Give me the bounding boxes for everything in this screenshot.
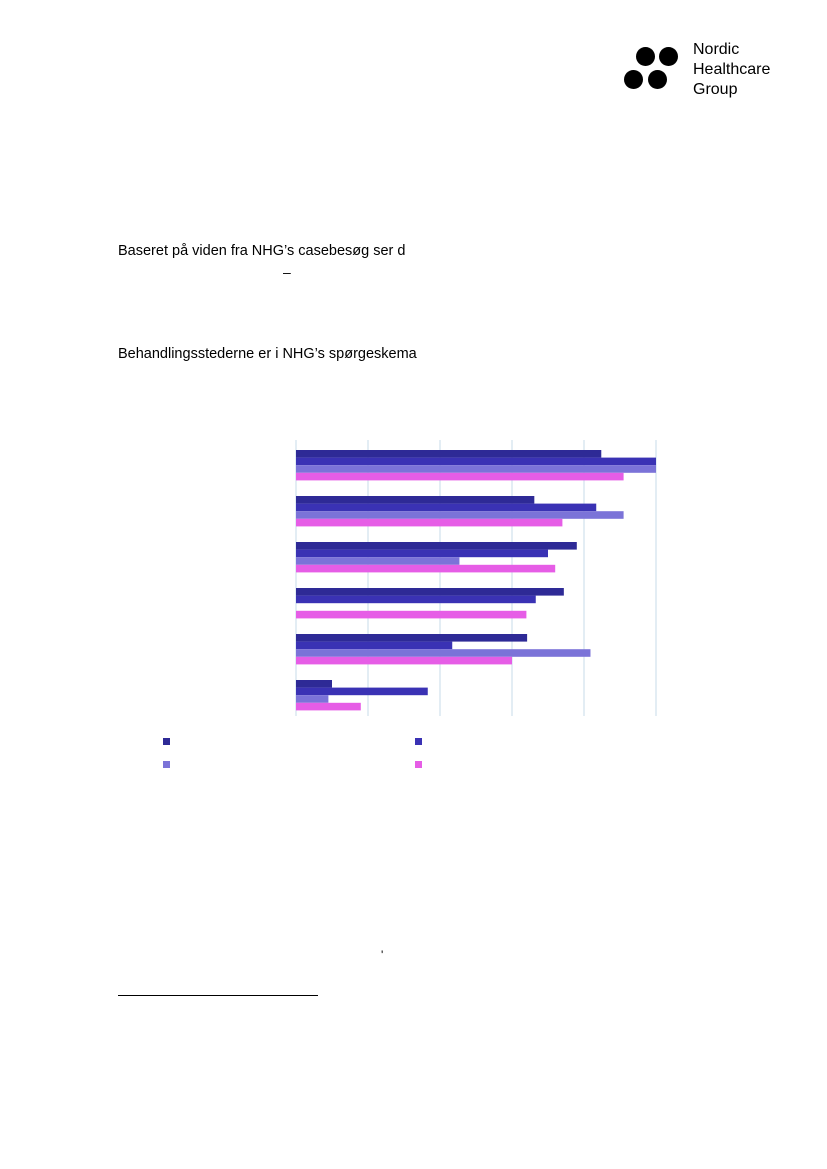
- bar-series-1: [296, 588, 564, 596]
- bar-series-2: [296, 550, 548, 558]
- bar-series-3: [296, 465, 656, 473]
- bar-series-1: [296, 450, 601, 458]
- bar-series-4: [296, 519, 562, 527]
- bar-series-2: [296, 596, 536, 604]
- bar-series-4: [296, 703, 361, 711]
- legend-marker-series-4: [415, 761, 422, 768]
- bar-series-3: [296, 557, 459, 565]
- bar-series-2: [296, 458, 656, 466]
- bar-series-2: [296, 504, 596, 512]
- bar-series-4: [296, 611, 526, 619]
- bar-series-3: [296, 649, 590, 657]
- bar-series-2: [296, 688, 428, 696]
- dash-mark: –: [283, 264, 291, 280]
- logo-line-2: Healthcare: [693, 61, 771, 78]
- bar-series-1: [296, 496, 534, 504]
- bar-series-3: [296, 511, 624, 519]
- bar-series-1: [296, 634, 527, 642]
- paragraph-casebesog: Baseret på viden fra NHG’s casebesøg ser d: [118, 243, 406, 259]
- logo-line-3: Group: [693, 81, 738, 98]
- logo-line-1: Nordic: [693, 41, 740, 58]
- bar-series-2: [296, 642, 452, 650]
- bar-series-1: [296, 542, 577, 550]
- legend-marker-series-1: [163, 738, 170, 745]
- bar-series-1: [296, 680, 332, 688]
- bar-series-4: [296, 657, 512, 665]
- legend-marker-series-3: [163, 761, 170, 768]
- bar-series-3: [296, 695, 328, 703]
- legend-marker-series-2: [415, 738, 422, 745]
- footnote-separator: [118, 995, 318, 996]
- bar-series-4: [296, 565, 555, 573]
- stray-mark: ': [381, 948, 384, 962]
- paragraph-sporgeskema: Behandlingsstederne er i NHG’s spørgeskema: [118, 346, 417, 362]
- bar-series-4: [296, 473, 624, 481]
